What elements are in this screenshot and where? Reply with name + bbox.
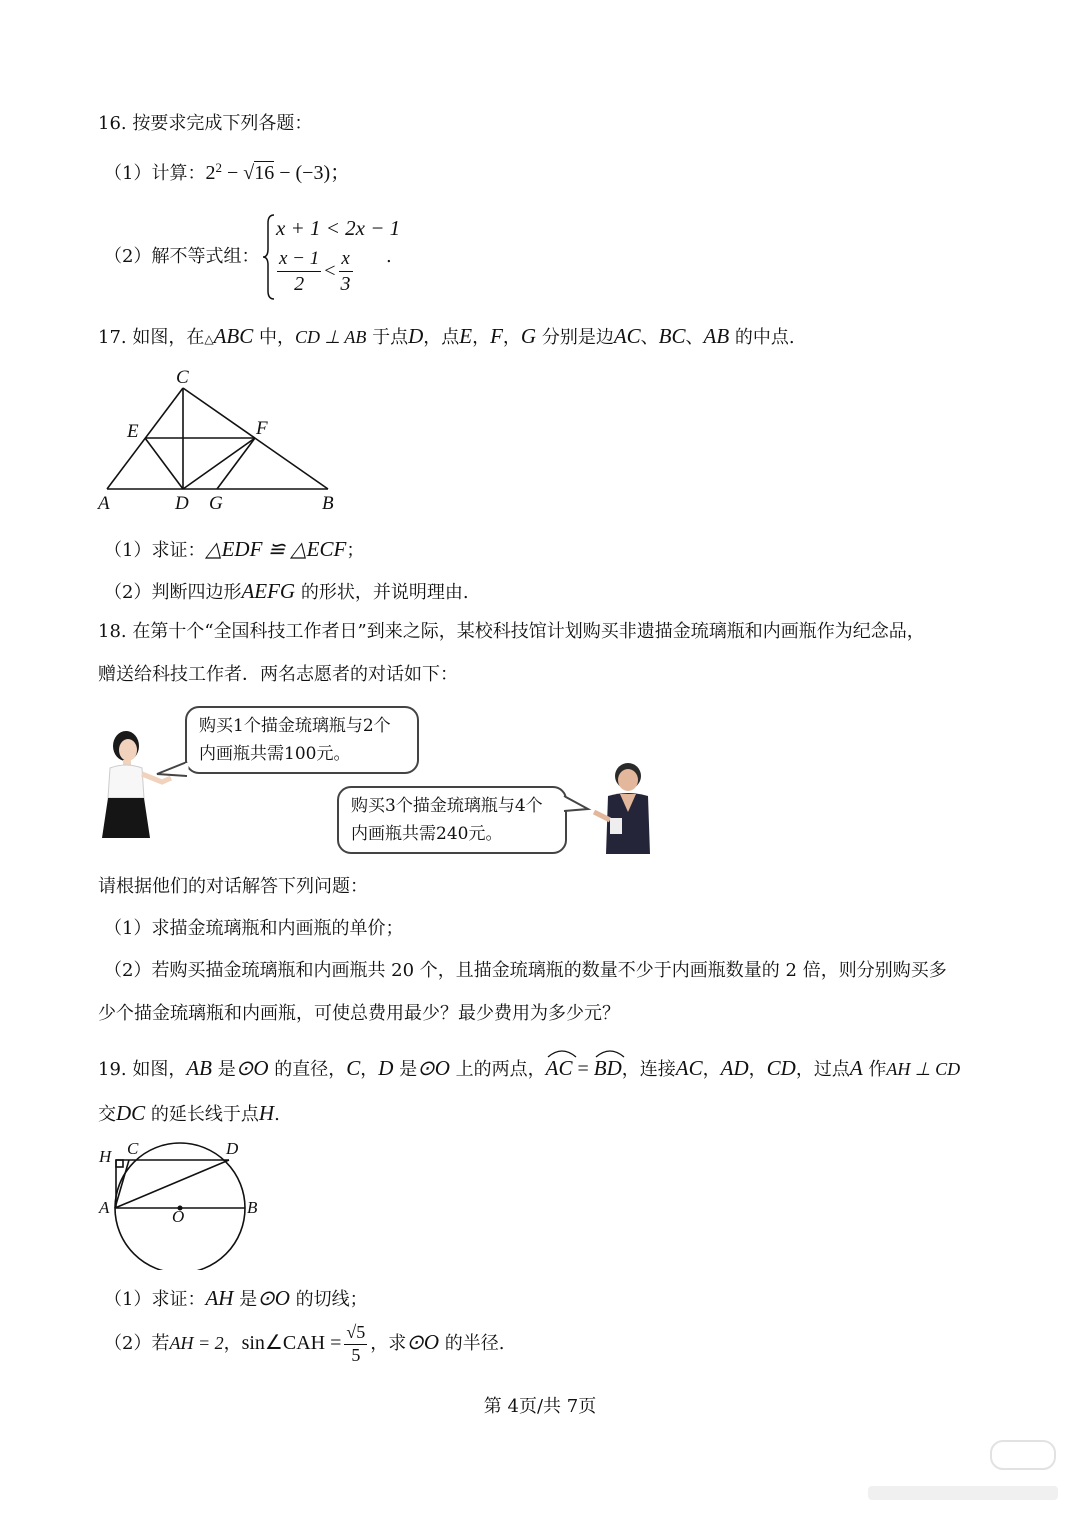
watermark-bar [868,1486,1058,1500]
bubble1-line1: 购买1个描金琉璃瓶与2个 [199,716,391,736]
q19-p2-ah: AH = 2 [169,1333,224,1354]
q19-arc-ac: AC [545,1056,573,1080]
q16-part1-rest: − (−3)； [274,162,351,184]
q19-ah-perp-cd: AH ⊥ CD [886,1059,961,1079]
q17-dun2: 、 [685,327,704,348]
q17-p1-end: ； [346,540,365,561]
q19-t2: 是 [212,1059,236,1080]
q17-bc: BC [658,324,686,348]
q17-ab: AB [703,324,730,348]
q17-t-a: 17. 如图，在 [98,327,205,348]
q19-label-h: H [99,1147,112,1166]
q16-power-exp: 2 [215,160,222,175]
q19-p2-prefix: （2）若 [104,1333,170,1355]
q19-circle-o2: ⊙O [417,1056,450,1080]
q17-p2-suffix: 的形状，并说明理由. [295,582,469,603]
speech-bubble-2 [337,786,567,854]
q17-p2-shape: AEFG [241,579,296,603]
q17-d: D [408,324,424,348]
bubble2-line1: 购买3个描金琉璃瓶与4个 [351,796,543,816]
q17-sep2: ， [502,327,521,348]
q18-part2-line2: 少个描金琉璃瓶和内画瓶，可使总费用最少？最少费用为多少元？ [98,1003,620,1024]
q19-p2-end: 的半径. [439,1333,505,1355]
q19-t6: 上的两点， [449,1059,546,1080]
page-footer: 第 4页/共 7页 [483,1396,597,1417]
q16-period: . [386,246,392,267]
q17-seg-df [183,438,255,489]
q17-label-e: E [127,421,139,442]
q19-a: A [849,1056,863,1080]
q16-frac2-den: 3 [340,272,351,295]
q19-t4: ， [360,1059,379,1080]
q18-part2-line1: （2）若购买描金琉璃瓶和内画瓶共 20 个，且描金琉璃瓶的数量不少于内画瓶数量的 2 倍，则分别购买多 [104,960,947,981]
q19-seg-ad [115,1160,229,1208]
q19-p2-comma: ， [223,1333,242,1355]
q17-sep1: ， [472,327,491,348]
q19-p2-o: ⊙O [406,1330,440,1355]
q19-label-b: B [247,1198,258,1217]
q19-circle-figure [96,1136,266,1270]
q18-part1: （1）求描金琉璃瓶和内画瓶的单价； [104,918,404,939]
q19-t3: 的直径， [268,1059,347,1080]
q17-seg-ed [145,438,183,489]
q16-part1 [104,160,350,185]
q17-f: F [490,324,503,348]
q19-c: C [346,1056,361,1080]
q19-label-c: C [127,1139,139,1158]
bubble1-line2: 内画瓶共需100元。 [199,744,351,764]
q19-p1-o: ⊙O [257,1286,290,1310]
q17-title [98,324,795,349]
q19-arc-ac-wrap [546,1052,573,1081]
q19-ab: AB [186,1056,213,1080]
q19-l2c: . [274,1104,280,1125]
q17-t-d: ，点 [423,327,460,348]
q17-dun1: 、 [640,327,659,348]
q16-minus: − [221,162,244,184]
q19-t7: ，连接 [621,1059,676,1080]
q19-t9: ， [748,1059,767,1080]
q19-line1 [98,1052,960,1081]
q16-power-base: 2 [205,162,216,184]
q19-part1 [104,1286,368,1311]
q19-circle-o: ⊙O [235,1056,269,1080]
q19-arc-bd-wrap [594,1052,622,1081]
q19-eq: = [572,1058,594,1080]
q17-label-a: A [98,493,110,514]
triangle-symbol: △ [204,332,214,346]
q19-l2a: 交 [98,1104,116,1125]
q19-label-a: A [99,1198,110,1217]
q17-label-g: G [209,493,223,514]
bubble2-tail [562,793,592,815]
q17-ac: AC [613,324,641,348]
q19-t11: 作 [862,1059,887,1080]
q16-ineq-row1: x + 1 < 2x − 1 [276,216,401,240]
q17-cd-perp-ab: CD ⊥ AB [295,327,367,347]
q17-abc: ABC [213,324,254,348]
q17-g: G [520,324,537,348]
q16-frac1-num: x − 1 [277,248,321,272]
q19-arc-bd: BD [593,1056,622,1080]
sqrt-symbol: √ [243,162,255,184]
bubble1-tail [155,760,191,780]
q16-frac2-num: x [339,248,353,272]
q16-sqrt-value: 16 [254,162,275,184]
q19-ac: AC [675,1056,703,1080]
q19-label-d: D [226,1139,239,1158]
q17-label-b: B [322,493,334,514]
watermark-logo [990,1440,1056,1470]
q18-line2: 赠送给科技工作者．两名志愿者的对话如下： [98,664,458,685]
q19-line2 [98,1101,280,1126]
man-volunteer-image [590,760,660,860]
q17-triangle-figure [95,364,355,516]
q16-title: 16. 按要求完成下列各题： [98,113,313,134]
q16-frac1-den: 2 [294,272,305,295]
q19-l2b: 的延长线于点 [145,1104,259,1125]
right-angle-mark [116,1160,123,1167]
q17-label-f: F [256,418,268,439]
q17-t-e: 分别是边 [536,327,614,348]
q19-cd: CD [766,1056,796,1080]
q16-ineq-row2 [274,248,356,296]
q17-t-b: 中， [253,327,295,348]
q19-dc: DC [116,1101,146,1125]
speech-bubble-1 [185,706,419,774]
q19-p1-end: 的切线； [289,1289,368,1310]
q17-part1 [104,537,364,562]
q19-p1-prefix: （1）求证： [104,1289,206,1310]
q19-p1-mid: 是 [233,1289,258,1310]
q19-p2-mid: ，求 [370,1333,407,1355]
q19-d: D [378,1056,394,1080]
q18-line1: 18. 在第十个“全国科技工作者日”到来之际，某校科技馆计划购买非遗描金琉璃瓶和内画瓶作为纪念品， [98,621,925,642]
q17-part2 [104,579,469,604]
q19-p1-ah: AH [205,1286,234,1310]
q17-e: E [459,324,473,348]
bubble2-line2: 内画瓶共需240元。 [351,824,503,844]
q17-p2-prefix: （2）判断四边形 [104,582,242,603]
q17-t-c: 于点 [366,327,409,348]
q17-label-d: D [175,493,189,514]
q18-prompt: 请根据他们的对话解答下列问题： [98,876,368,897]
q17-p1-prefix: （1）求证： [104,540,206,561]
q19-t5: 是 [393,1059,418,1080]
q19-ad: AD [720,1056,749,1080]
q17-seg-gf [217,438,255,489]
q19-t10: ，过点 [795,1059,850,1080]
q19-t1: 19. 如图， [98,1059,187,1080]
q19-t8: ， [702,1059,721,1080]
q19-label-o: O [172,1207,185,1226]
q19-p2-den: 5 [351,1344,361,1365]
q19-h: H [258,1101,275,1125]
q16-lt: < [324,259,336,282]
q19-p2-num: √5 [344,1322,367,1345]
q19-p2-sin: sin∠CAH = [241,1332,342,1355]
q17-p1-expr: △EDF ≌ △ECF [205,537,347,561]
q17-t-f: 的中点. [729,327,795,348]
q16-part1-prefix: （1）计算： [104,163,206,184]
q16-part2-prefix: （2）解不等式组： [104,246,260,267]
woman-volunteer-image [96,726,176,842]
q19-part2 [104,1322,504,1366]
q17-label-c: C [176,367,189,388]
